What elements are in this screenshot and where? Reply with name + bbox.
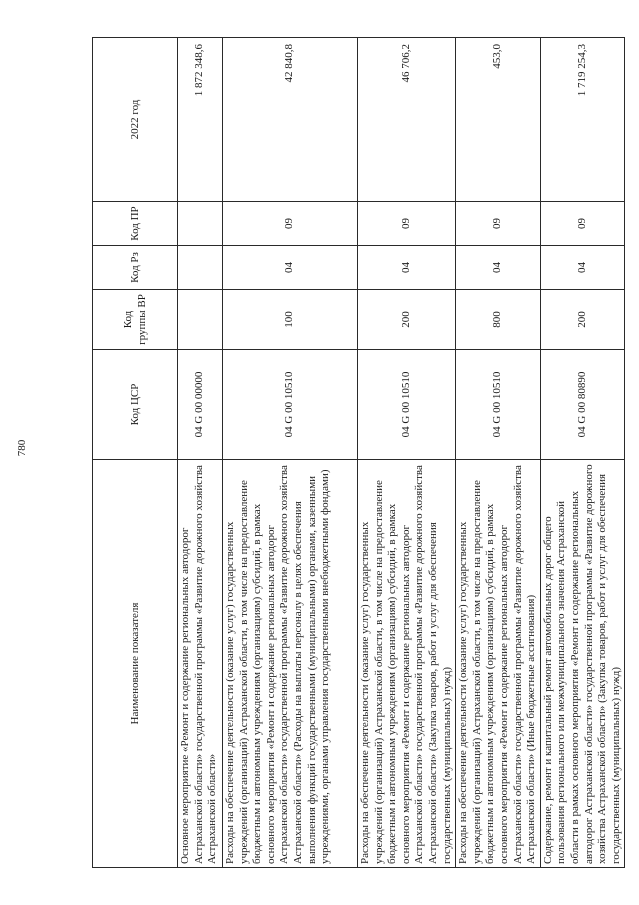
cell-csr: 04 G 00 10510: [456, 350, 541, 460]
cell-year: 46 706,2: [358, 38, 456, 202]
cell-name: Основное мероприятие «Ремонт и содержание региональных автодорог Астраханской области» государственной программы «Развитие дорожного хозяйства Астраханской области»: [178, 460, 223, 868]
header-name: Наименование показателя: [93, 460, 178, 868]
cell-name: Расходы на обеспечение деятельности (оказание услуг) государственных учреждений (организаций) Астраханской области, в том числе на предоставление бюджетным и автономным учреждениям (организациям) субсидий, в рамках основного мероприятия «Ремонт и содержание региональных автодорог Астраханской области» государственной программы «Развитие дорожного хозяйства Астраханской области» (Иные бюджетные ассигнования): [456, 460, 541, 868]
cell-vr: 100: [223, 290, 358, 350]
cell-rz: 04: [223, 246, 358, 290]
header-pr: Код ПР: [93, 202, 178, 246]
cell-pr: 09: [223, 202, 358, 246]
cell-name: Расходы на обеспечение деятельности (оказание услуг) государственных учреждений (организаций) Астраханской области, в том числе на предоставление бюджетным и автономным учреждениям (организациям) субсидий, в рамках основного мероприятия «Ремонт и содержание региональных автодорог Астраханской области» государственной программы «Развитие дорожного хозяйства Астраханской области» (Расходы на выплаты персоналу в целях обеспечения выполнения функций государственными (муниципальными) органами, казенными учреждениями, органами управления государственными внебюджетными фондами): [223, 460, 358, 868]
cell-csr: 04 G 00 00000: [178, 350, 223, 460]
header-vr: Код группы ВР: [93, 290, 178, 350]
cell-year: 42 840,8: [223, 38, 358, 202]
cell-pr: 09: [456, 202, 541, 246]
header-csr: Код ЦСР: [93, 350, 178, 460]
cell-year: 1 719 254,3: [540, 38, 625, 202]
cell-vr: 200: [358, 290, 456, 350]
header-rz: Код Рз: [93, 246, 178, 290]
table-row: [178, 38, 223, 868]
rotated-table-container: [92, 38, 620, 868]
header-year: 2022 год: [93, 38, 178, 202]
table-row: [358, 38, 456, 868]
cell-csr: 04 G 00 10510: [358, 350, 456, 460]
cell-vr: [178, 290, 223, 350]
budget-table: [92, 37, 625, 868]
cell-rz: 04: [456, 246, 541, 290]
cell-rz: [178, 246, 223, 290]
cell-year: 1 872 348,6: [178, 38, 223, 202]
cell-vr: 200: [540, 290, 625, 350]
page-number: 780: [16, 439, 28, 457]
cell-year: 453,0: [456, 38, 541, 202]
cell-csr: 04 G 00 10510: [223, 350, 358, 460]
cell-vr: 800: [456, 290, 541, 350]
cell-pr: [178, 202, 223, 246]
cell-pr: 09: [540, 202, 625, 246]
cell-pr: 09: [358, 202, 456, 246]
table-row: [223, 38, 358, 868]
table-row: [456, 38, 541, 868]
table-header-row: [93, 38, 178, 868]
cell-csr: 04 G 00 80890: [540, 350, 625, 460]
cell-rz: 04: [358, 246, 456, 290]
table-row: [540, 38, 625, 868]
cell-rz: 04: [540, 246, 625, 290]
cell-name: Содержание, ремонт и капитальный ремонт автомобильных дорог общего пользования регионального или межмуниципального значения Астраханской области в рамках основного мероприятия «Ремонт и содержание региональных автодорог Астраханской области» государственной программы «Развитие дорожного хозяйства Астраханской области» (Закупка товаров, работ и услуг для обеспечения государственных (муниципальных) нужд): [540, 460, 625, 868]
cell-name: Расходы на обеспечение деятельности (оказание услуг) государственных учреждений (организаций) Астраханской области, в том числе на предоставление бюджетным и автономным учреждениям (организациям) субсидий, в рамках основного мероприятия «Ремонт и содержание региональных автодорог Астраханской области» государственной программы «Развитие дорожного хозяйства Астраханской области» (Закупка товаров, работ и услуг для обеспечения государственных (муниципальных) нужд): [358, 460, 456, 868]
